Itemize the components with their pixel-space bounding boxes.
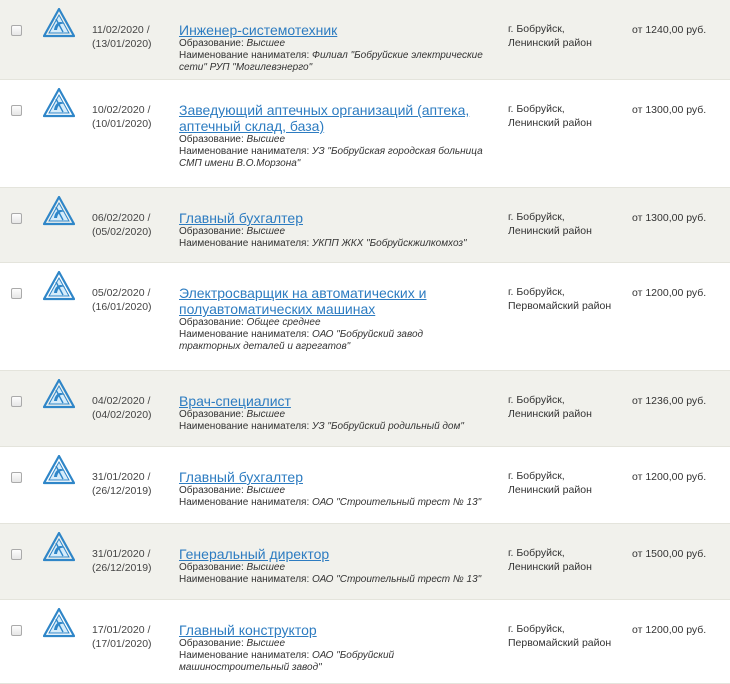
vacancy-title-line: полуавтоматических машинах <box>179 301 376 317</box>
vacancy-date <box>92 623 164 651</box>
education <box>179 317 495 329</box>
employer-value: ОАО "Бобруйский завод <box>312 329 424 340</box>
updated-date: (05/02/2020) <box>92 226 152 238</box>
vacancy-info <box>179 285 495 353</box>
employment-service-logo-icon <box>43 196 75 226</box>
vacancy-salary: от 1236,00 руб. <box>632 395 707 407</box>
updated-date: (26/12/2019) <box>92 485 152 497</box>
location-line: Ленинский район <box>508 117 592 129</box>
employer-label: Наименование нанимателя: <box>179 146 313 157</box>
location-line: г. Бобруйск, <box>508 23 565 35</box>
education-label: Образование: <box>179 485 247 496</box>
vacancy-location <box>508 622 618 650</box>
vacancy-date <box>92 286 164 314</box>
vacancy-location <box>508 102 618 130</box>
employer <box>179 146 495 170</box>
vacancy-info <box>179 393 495 433</box>
location-line: Ленинский район <box>508 561 592 573</box>
education <box>179 638 495 650</box>
vacancy-row <box>0 263 730 371</box>
education-label: Образование: <box>179 562 247 573</box>
education <box>179 226 495 238</box>
location-line: Ленинский район <box>508 37 592 49</box>
vacancy-title-link[interactable] <box>179 22 495 38</box>
education-label: Образование: <box>179 638 247 649</box>
employer <box>179 650 495 674</box>
vacancy-date <box>92 103 164 131</box>
select-checkbox[interactable] <box>11 105 22 116</box>
vacancy-row <box>0 447 730 524</box>
vacancy-salary: от 1240,00 руб. <box>632 24 707 36</box>
select-checkbox[interactable] <box>11 396 22 407</box>
education <box>179 134 495 146</box>
vacancy-salary: от 1500,00 руб. <box>632 548 707 560</box>
vacancy-location <box>508 22 618 50</box>
vacancy-location <box>508 393 618 421</box>
vacancy-salary: от 1200,00 руб. <box>632 287 707 299</box>
vacancy-row <box>0 0 730 80</box>
employer-value: тракторных деталей и агрегатов" <box>179 341 351 352</box>
education <box>179 485 495 497</box>
vacancy-title-line: Главный конструктор <box>179 622 317 638</box>
employment-service-logo-icon <box>43 532 75 562</box>
location-line: Ленинский район <box>508 484 592 496</box>
vacancy-location <box>508 469 618 497</box>
vacancy-title-line: Генеральный директор <box>179 546 330 562</box>
employer-value: ОАО "Строительный трест № 13" <box>312 574 482 585</box>
vacancy-info <box>179 469 495 509</box>
select-checkbox[interactable] <box>11 549 22 560</box>
vacancy-location <box>508 285 618 313</box>
posted-date: 31/01/2020 / <box>92 471 151 483</box>
education-label: Образование: <box>179 134 247 145</box>
vacancy-location <box>508 210 618 238</box>
vacancy-date <box>92 470 164 498</box>
vacancy-title-line: Главный бухгалтер <box>179 469 303 485</box>
employer <box>179 238 495 250</box>
location-line: Ленинский район <box>508 408 592 420</box>
location-line: г. Бобруйск, <box>508 211 565 223</box>
vacancy-info <box>179 210 495 250</box>
select-checkbox[interactable] <box>11 25 22 36</box>
posted-date: 06/02/2020 / <box>92 212 151 224</box>
vacancy-title-link[interactable] <box>179 469 495 485</box>
employer-value: машиностроительный завод" <box>179 662 322 673</box>
employer-label: Наименование нанимателя: <box>179 329 313 340</box>
posted-date: 05/02/2020 / <box>92 287 151 299</box>
education-value: Высшее <box>246 226 285 237</box>
employer-value: УЗ "Бобруйская городская больница <box>312 146 483 157</box>
vacancy-salary: от 1200,00 руб. <box>632 624 707 636</box>
vacancy-date <box>92 23 164 51</box>
employer <box>179 421 495 433</box>
select-checkbox[interactable] <box>11 625 22 636</box>
employer-value: СМП имени В.О.Морзона" <box>179 158 301 169</box>
education-label: Образование: <box>179 226 247 237</box>
vacancy-date <box>92 394 164 422</box>
employment-service-logo-icon <box>43 379 75 409</box>
employer-label: Наименование нанимателя: <box>179 50 313 61</box>
vacancy-title-link[interactable] <box>179 285 495 317</box>
education-value: Высшее <box>246 485 285 496</box>
employer-value: УЗ "Бобруйский родильный дом" <box>312 421 464 432</box>
employer-label: Наименование нанимателя: <box>179 497 313 508</box>
vacancy-title-link[interactable] <box>179 546 495 562</box>
updated-date: (10/01/2020) <box>92 118 152 130</box>
vacancy-row <box>0 80 730 188</box>
location-line: г. Бобруйск, <box>508 623 565 635</box>
employer <box>179 497 495 509</box>
location-line: Ленинский район <box>508 225 592 237</box>
vacancy-title-line: Главный бухгалтер <box>179 210 303 226</box>
employment-service-logo-icon <box>43 8 75 38</box>
updated-date: (26/12/2019) <box>92 562 152 574</box>
location-line: г. Бобруйск, <box>508 286 565 298</box>
employer-value: Филиал "Бобруйские электрические <box>312 50 483 61</box>
select-checkbox[interactable] <box>11 213 22 224</box>
vacancy-salary: от 1200,00 руб. <box>632 471 707 483</box>
employer-label: Наименование нанимателя: <box>179 650 313 661</box>
vacancy-date <box>92 547 164 575</box>
employer-label: Наименование нанимателя: <box>179 574 313 585</box>
select-checkbox[interactable] <box>11 288 22 299</box>
vacancy-title-line: Врач-специалист <box>179 393 291 409</box>
vacancy-title-line: аптечный склад, база) <box>179 118 325 134</box>
employer-value: ОАО "Строительный трест № 13" <box>312 497 482 508</box>
vacancy-row <box>0 188 730 263</box>
location-line: г. Бобруйск, <box>508 547 565 559</box>
vacancy-date <box>92 211 164 239</box>
education-value: Высшее <box>246 562 285 573</box>
education-label: Образование: <box>179 38 247 49</box>
employer <box>179 329 495 353</box>
employer-value: сети" РУП "Могилевэнерго" <box>179 62 313 73</box>
education-value: Общее среднее <box>246 317 321 328</box>
vacancy-title-link[interactable] <box>179 210 495 226</box>
education <box>179 409 495 421</box>
education-label: Образование: <box>179 409 247 420</box>
vacancy-info <box>179 22 495 74</box>
employer <box>179 50 495 74</box>
employer-label: Наименование нанимателя: <box>179 421 313 432</box>
updated-date: (16/01/2020) <box>92 301 152 313</box>
education-label: Образование: <box>179 317 247 328</box>
posted-date: 04/02/2020 / <box>92 395 151 407</box>
education-value: Высшее <box>246 409 285 420</box>
vacancy-row <box>0 600 730 684</box>
education-value: Высшее <box>246 134 285 145</box>
vacancy-title-line: Инженер-системотехник <box>179 22 338 38</box>
vacancy-salary: от 1300,00 руб. <box>632 212 707 224</box>
education-value: Высшее <box>246 638 285 649</box>
posted-date: 31/01/2020 / <box>92 548 151 560</box>
vacancy-info <box>179 622 495 674</box>
vacancy-row <box>0 524 730 600</box>
employment-service-logo-icon <box>43 88 75 118</box>
vacancy-title-link[interactable] <box>179 622 495 638</box>
employer <box>179 574 495 586</box>
employer-label: Наименование нанимателя: <box>179 238 313 249</box>
posted-date: 17/01/2020 / <box>92 624 151 636</box>
location-line: Первомайский район <box>508 637 612 649</box>
vacancy-info <box>179 102 495 170</box>
vacancy-title-line: Электросварщик на автоматических и <box>179 285 427 301</box>
location-line: г. Бобруйск, <box>508 394 565 406</box>
vacancy-info <box>179 546 495 586</box>
vacancy-title-link[interactable] <box>179 102 495 134</box>
vacancy-salary: от 1300,00 руб. <box>632 104 707 116</box>
location-line: г. Бобруйск, <box>508 470 565 482</box>
employment-service-logo-icon <box>43 608 75 638</box>
posted-date: 11/02/2020 / <box>92 24 150 36</box>
education-value: Высшее <box>246 38 285 49</box>
vacancy-title-link[interactable] <box>179 393 495 409</box>
updated-date: (17/01/2020) <box>92 638 152 650</box>
select-checkbox[interactable] <box>11 472 22 483</box>
vacancy-row <box>0 371 730 447</box>
updated-date: (13/01/2020) <box>92 38 152 50</box>
employer-value: УКПП ЖКХ "Бобруйскжилкомхоз" <box>312 238 467 249</box>
vacancy-title-line: Заведующий аптечных организаций (аптека, <box>179 102 470 118</box>
updated-date: (04/02/2020) <box>92 409 152 421</box>
employer-value: ОАО "Бобруйский <box>312 650 395 661</box>
employment-service-logo-icon <box>43 455 75 485</box>
vacancy-location <box>508 546 618 574</box>
posted-date: 10/02/2020 / <box>92 104 151 116</box>
location-line: Первомайский район <box>508 300 612 312</box>
employment-service-logo-icon <box>43 271 75 301</box>
education <box>179 562 495 574</box>
location-line: г. Бобруйск, <box>508 103 565 115</box>
education <box>179 38 495 50</box>
